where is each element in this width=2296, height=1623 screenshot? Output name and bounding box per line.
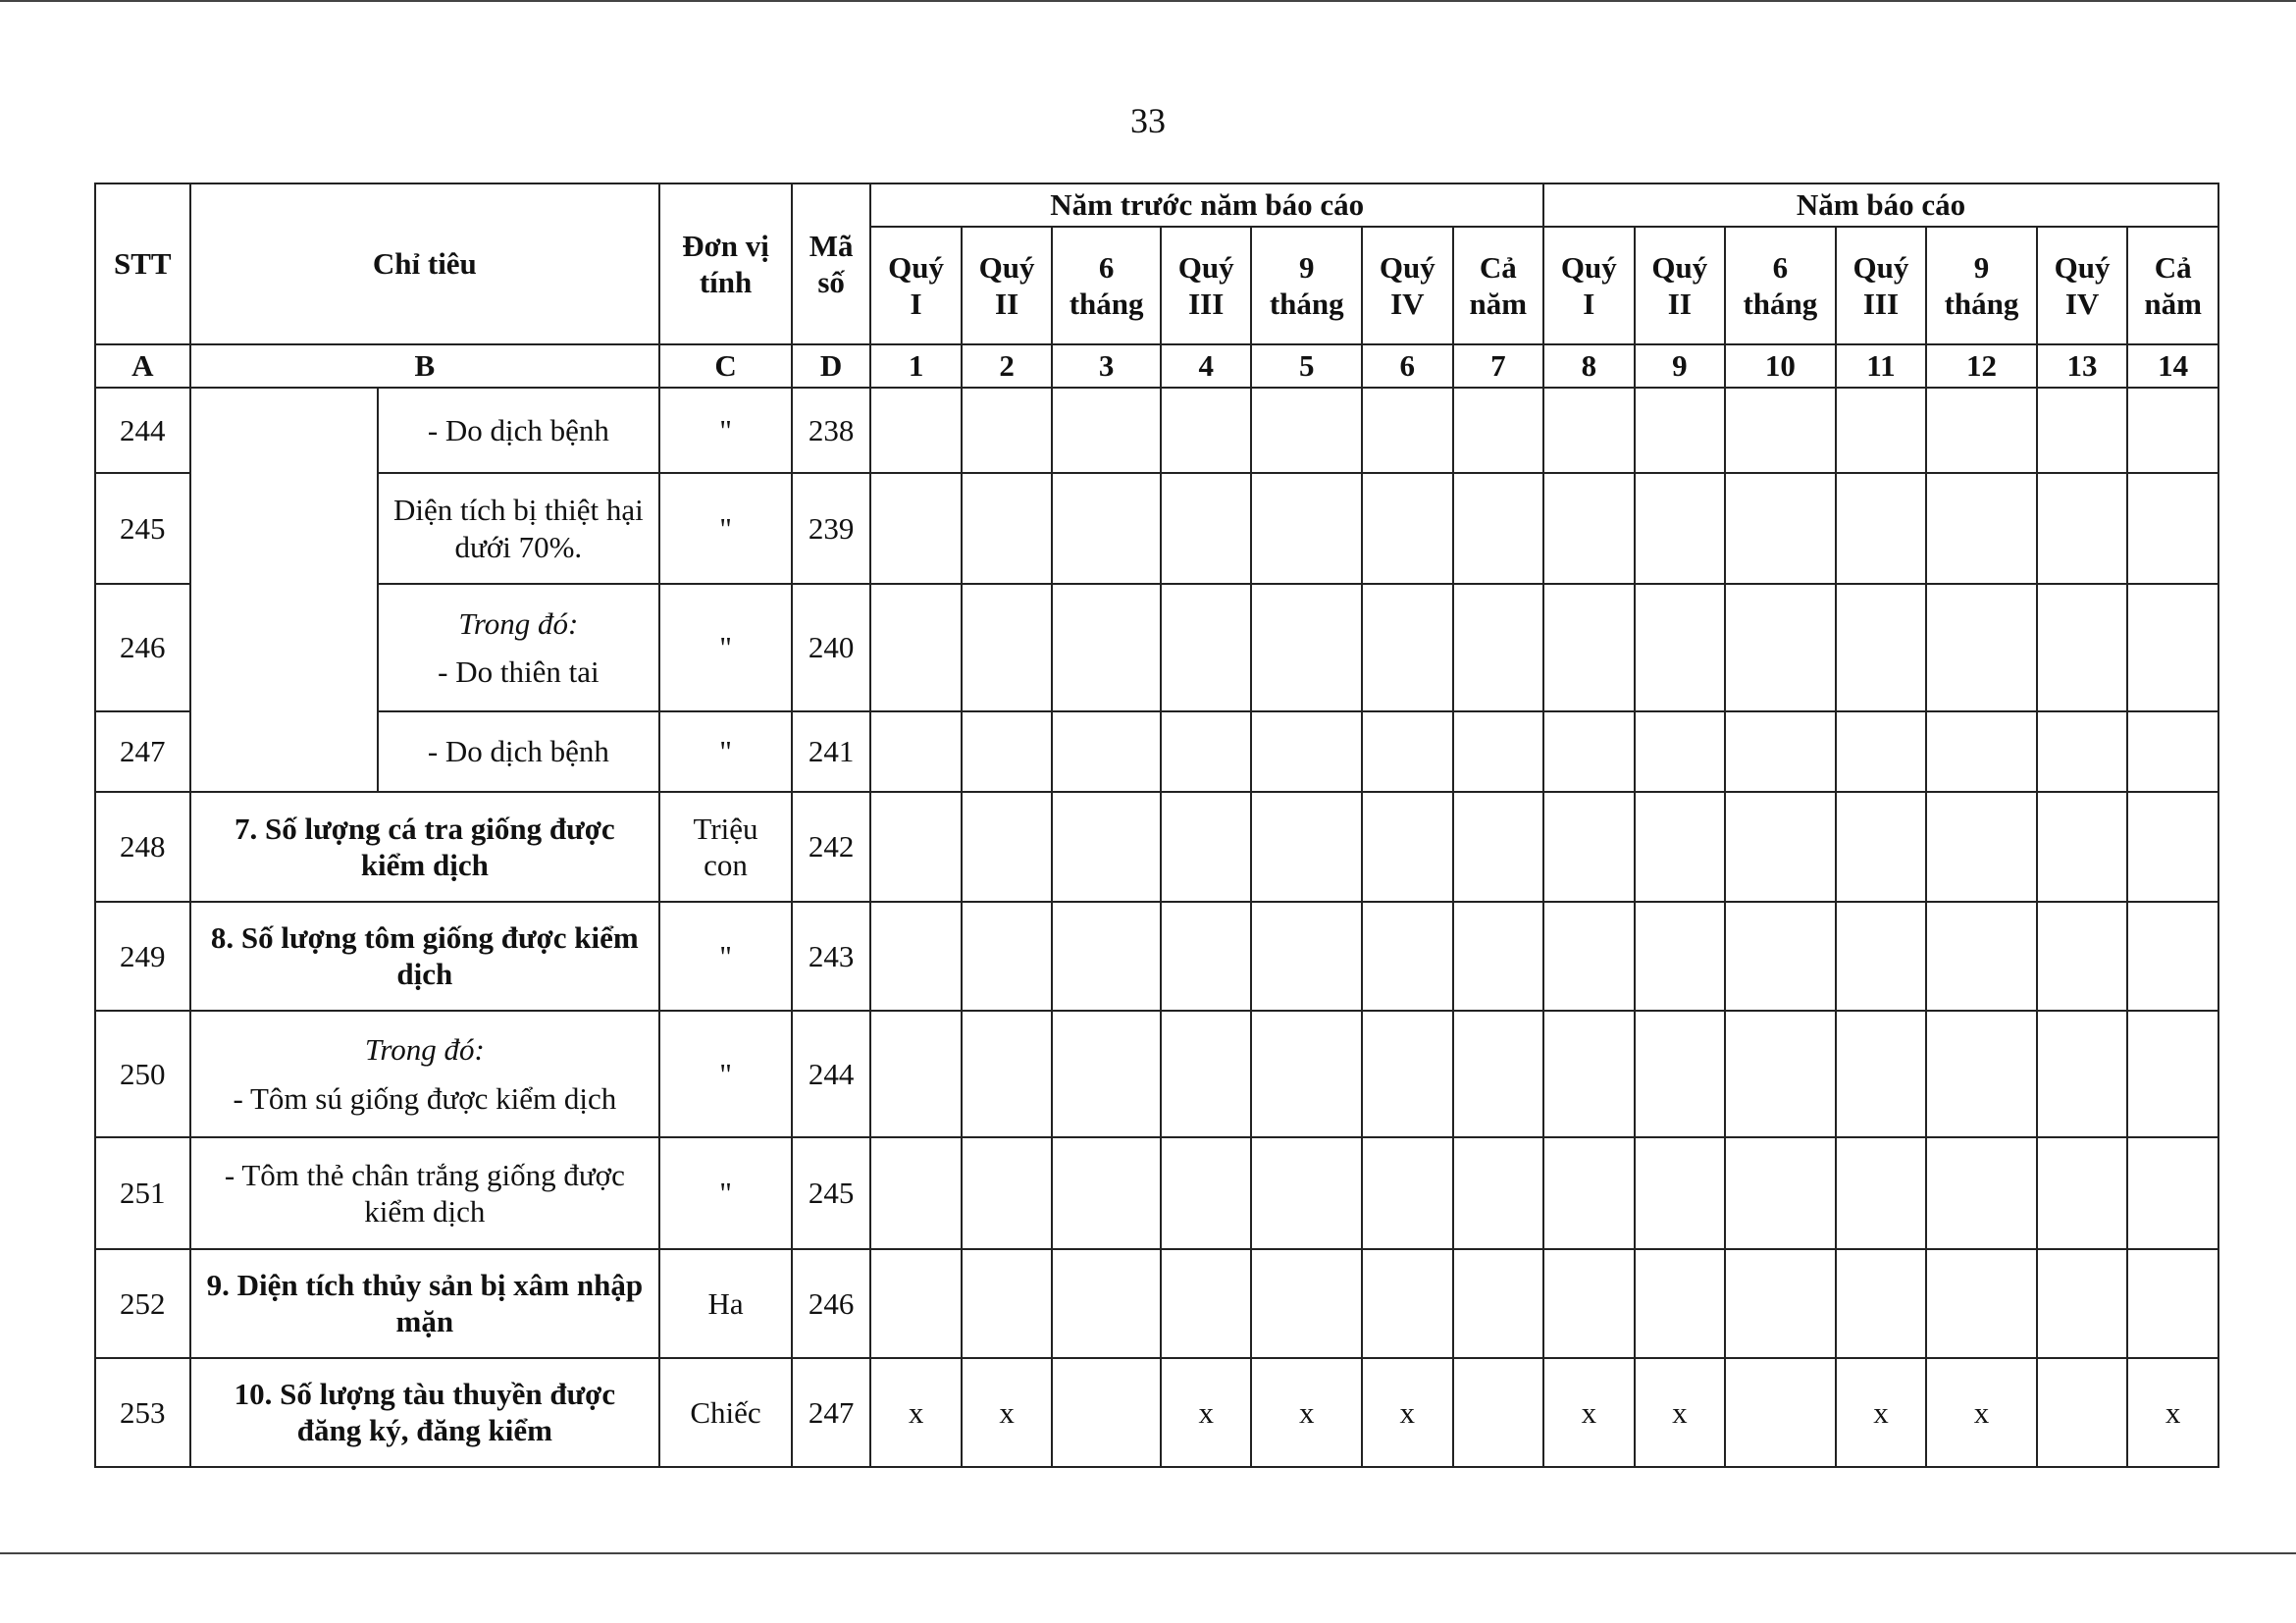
row-value-cell <box>1635 902 1726 1011</box>
header-code-cell: 8 <box>1543 344 1635 388</box>
row-value-cell <box>2037 1358 2128 1467</box>
header-code-cell: 2 <box>962 344 1053 388</box>
header-period: 6 tháng <box>1725 227 1836 344</box>
row-value-cell <box>1543 1249 1635 1358</box>
row-unit: Chiếc <box>659 1358 792 1467</box>
row-value-cell <box>1251 1011 1362 1137</box>
row-value-cell <box>1052 473 1161 584</box>
row-value-cell <box>2127 388 2218 473</box>
header-group-report-year: Năm báo cáo <box>1543 183 2218 227</box>
row-value-cell <box>1453 1249 1544 1358</box>
row-unit: " <box>659 584 792 710</box>
row-value-cell <box>2127 1249 2218 1358</box>
row-value-cell: x <box>870 1358 962 1467</box>
header-stt: STT <box>95 183 190 344</box>
row-value-cell <box>1251 473 1362 584</box>
row-value-cell <box>870 1011 962 1137</box>
row-value-cell <box>1052 584 1161 710</box>
row-value-cell <box>1635 1137 1726 1248</box>
row-unit: " <box>659 1011 792 1137</box>
row-value-cell <box>1453 1011 1544 1137</box>
row-value-cell: x <box>1543 1358 1635 1467</box>
row-value-cell <box>1543 1137 1635 1248</box>
row-value-cell <box>962 792 1053 901</box>
table-row <box>95 584 2218 710</box>
row-value-cell <box>2037 711 2128 793</box>
row-label <box>190 1249 660 1358</box>
row-value-cell <box>1362 711 1453 793</box>
row-stt: 245 <box>95 473 190 584</box>
row-unit: " <box>659 711 792 793</box>
row-value-cell <box>962 584 1053 710</box>
header-code-cell: 1 <box>870 344 962 388</box>
row-value-cell <box>2127 1011 2218 1137</box>
row-value-cell <box>1926 584 2037 710</box>
row-label <box>190 902 660 1011</box>
row-value-cell <box>1926 711 2037 793</box>
row-value-cell <box>870 388 962 473</box>
row-value-cell <box>1635 473 1726 584</box>
row-value-cell <box>1251 584 1362 710</box>
row-value-cell <box>1725 1137 1836 1248</box>
header-code-cell: 10 <box>1725 344 1836 388</box>
row-value-cell <box>1362 584 1453 710</box>
row-value-cell <box>1725 711 1836 793</box>
row-value-cell <box>870 711 962 793</box>
row-stt: 244 <box>95 388 190 473</box>
row-code: 244 <box>792 1011 870 1137</box>
header-code-cell: C <box>659 344 792 388</box>
header-period: Quý I <box>1543 227 1635 344</box>
row-value-cell <box>1725 1358 1836 1467</box>
table-row <box>95 1137 2218 1248</box>
row-value-cell <box>1052 1137 1161 1248</box>
header-period: Quý IV <box>1362 227 1453 344</box>
row-value-cell <box>1362 792 1453 901</box>
table-row <box>95 792 2218 901</box>
row-label <box>190 792 660 901</box>
row-stt: 249 <box>95 902 190 1011</box>
row-value-cell <box>1543 388 1635 473</box>
row-value-cell: x <box>1161 1358 1252 1467</box>
row-value-cell <box>1362 473 1453 584</box>
row-value-cell <box>2037 473 2128 584</box>
row-code: 242 <box>792 792 870 901</box>
row-code: 239 <box>792 473 870 584</box>
row-value-cell <box>1161 584 1252 710</box>
row-value-cell <box>1251 792 1362 901</box>
row-value-cell <box>962 388 1053 473</box>
row-value-cell <box>1052 711 1161 793</box>
row-value-cell <box>1251 1137 1362 1248</box>
header-period: Quý I <box>870 227 962 344</box>
row-stt: 250 <box>95 1011 190 1137</box>
row-value-cell <box>1453 1358 1544 1467</box>
row-value-cell <box>2127 1137 2218 1248</box>
row-label-text: - Tôm sú giống được kiểm dịch <box>233 1080 617 1116</box>
header-don-vi: Đơn vị tính <box>659 183 792 344</box>
row-value-cell: x <box>1251 1358 1362 1467</box>
row-value-cell <box>1836 1011 1927 1137</box>
row-code: 243 <box>792 902 870 1011</box>
row-label-text: 9. Diện tích thủy sản bị xâm nhập mặn <box>206 1267 644 1339</box>
row-value-cell <box>962 1011 1053 1137</box>
table-row <box>95 711 2218 793</box>
top-rule <box>0 0 2296 2</box>
row-code: 241 <box>792 711 870 793</box>
row-value-cell <box>1543 711 1635 793</box>
page-number: 33 <box>1130 101 1166 140</box>
row-value-cell: x <box>962 1358 1053 1467</box>
row-group-blank <box>190 388 378 792</box>
row-value-cell <box>1161 711 1252 793</box>
row-value-cell <box>1635 1249 1726 1358</box>
row-value-cell <box>1725 792 1836 901</box>
bottom-rule <box>0 1552 2296 1554</box>
row-value-cell <box>1453 584 1544 710</box>
row-value-cell <box>1251 711 1362 793</box>
row-value-cell <box>1453 473 1544 584</box>
row-value-cell <box>1635 1011 1726 1137</box>
row-value-cell <box>1543 584 1635 710</box>
row-stt: 253 <box>95 1358 190 1467</box>
row-unit: " <box>659 473 792 584</box>
header-code-cell: D <box>792 344 870 388</box>
header-chi-tieu: Chỉ tiêu <box>190 183 660 344</box>
row-unit: " <box>659 902 792 1011</box>
row-value-cell <box>1543 792 1635 901</box>
row-label <box>190 1358 660 1467</box>
row-value-cell: x <box>1362 1358 1453 1467</box>
row-label-text: 8. Số lượng tôm giống được kiểm dịch <box>210 920 639 992</box>
header-code-cell: 13 <box>2037 344 2128 388</box>
row-label <box>378 473 660 584</box>
row-stt: 246 <box>95 584 190 710</box>
row-label <box>378 711 660 793</box>
row-value-cell <box>2037 1249 2128 1358</box>
row-value-cell <box>1725 1249 1836 1358</box>
header-code-cell: 3 <box>1052 344 1161 388</box>
row-value-cell <box>1362 1011 1453 1137</box>
row-value-cell <box>2127 711 2218 793</box>
row-label <box>190 1137 660 1248</box>
row-value-cell <box>1052 388 1161 473</box>
row-label <box>378 388 660 473</box>
header-period: Cả năm <box>1453 227 1544 344</box>
row-value-cell <box>1836 1249 1927 1358</box>
header-period: Quý III <box>1836 227 1927 344</box>
header-code-cell: A <box>95 344 190 388</box>
row-label-text: - Do thiên tai <box>438 654 600 689</box>
row-code: 245 <box>792 1137 870 1248</box>
row-value-cell <box>1926 902 2037 1011</box>
row-value-cell <box>870 902 962 1011</box>
row-value-cell <box>1926 792 2037 901</box>
row-value-cell <box>1052 902 1161 1011</box>
row-value-cell <box>1161 1137 1252 1248</box>
row-value-cell <box>2037 792 2128 901</box>
row-value-cell <box>1362 1137 1453 1248</box>
row-value-cell <box>1453 1137 1544 1248</box>
row-value-cell <box>2127 473 2218 584</box>
row-label <box>378 584 660 710</box>
row-value-cell <box>962 711 1053 793</box>
row-value-cell <box>1543 1011 1635 1137</box>
row-value-cell <box>1161 1249 1252 1358</box>
row-value-cell <box>1052 1011 1161 1137</box>
row-value-cell <box>2037 1137 2128 1248</box>
row-value-cell <box>1362 388 1453 473</box>
row-value-cell <box>2037 902 2128 1011</box>
row-value-cell <box>1161 388 1252 473</box>
row-stt: 247 <box>95 711 190 793</box>
row-label-text: - Tôm thẻ chân trắng giống được kiểm dịch <box>224 1157 625 1229</box>
header-period: 6 tháng <box>1052 227 1161 344</box>
row-label-text: - Do dịch bệnh <box>427 734 609 769</box>
row-label-text: 7. Số lượng cá tra giống được kiểm dịch <box>235 811 615 883</box>
row-value-cell <box>870 473 962 584</box>
row-stt: 252 <box>95 1249 190 1358</box>
row-value-cell: x <box>1635 1358 1726 1467</box>
row-value-cell <box>1635 388 1726 473</box>
table-row <box>95 388 2218 473</box>
row-value-cell <box>1453 388 1544 473</box>
row-label-text: - Do dịch bệnh <box>427 412 609 447</box>
row-value-cell <box>962 473 1053 584</box>
row-value-cell <box>1362 1249 1453 1358</box>
header-code-cell: 11 <box>1836 344 1927 388</box>
row-value-cell <box>1725 473 1836 584</box>
row-unit: " <box>659 388 792 473</box>
row-value-cell <box>1161 473 1252 584</box>
row-note: Trong đó: <box>458 605 579 641</box>
row-value-cell <box>1161 902 1252 1011</box>
header-period: Quý II <box>1635 227 1726 344</box>
row-value-cell <box>2037 388 2128 473</box>
row-value-cell <box>1926 1011 2037 1137</box>
row-value-cell <box>1251 902 1362 1011</box>
row-value-cell: x <box>1836 1358 1927 1467</box>
row-value-cell <box>962 1249 1053 1358</box>
header-code-cell: B <box>190 344 660 388</box>
row-value-cell <box>1926 473 2037 584</box>
row-value-cell <box>1543 902 1635 1011</box>
row-code: 247 <box>792 1358 870 1467</box>
row-value-cell <box>870 1249 962 1358</box>
table-row <box>95 1249 2218 1358</box>
row-value-cell <box>1926 1137 2037 1248</box>
row-value-cell <box>1543 473 1635 584</box>
row-value-cell <box>870 792 962 901</box>
row-value-cell <box>1635 711 1726 793</box>
row-value-cell: x <box>2127 1358 2218 1467</box>
row-value-cell <box>1836 388 1927 473</box>
row-value-cell <box>870 1137 962 1248</box>
row-value-cell <box>1453 711 1544 793</box>
header-code-cell: 4 <box>1161 344 1252 388</box>
row-value-cell <box>1453 792 1544 901</box>
row-value-cell <box>1725 388 1836 473</box>
row-value-cell <box>1836 711 1927 793</box>
row-label <box>190 1011 660 1137</box>
row-code: 246 <box>792 1249 870 1358</box>
row-value-cell <box>1725 902 1836 1011</box>
row-note: Trong đó: <box>364 1032 485 1068</box>
row-code: 238 <box>792 388 870 473</box>
row-value-cell <box>1251 1249 1362 1358</box>
row-value-cell <box>2127 584 2218 710</box>
row-value-cell <box>1725 584 1836 710</box>
row-unit: Ha <box>659 1249 792 1358</box>
header-ma-so: Mã số <box>792 183 870 344</box>
row-value-cell <box>1635 584 1726 710</box>
row-value-cell <box>962 902 1053 1011</box>
header-period: Quý II <box>962 227 1053 344</box>
row-value-cell <box>1926 388 2037 473</box>
header-code-cell: 12 <box>1926 344 2037 388</box>
header-code-cell: 6 <box>1362 344 1453 388</box>
report-table <box>94 183 2219 1468</box>
row-unit: Triệu con <box>659 792 792 901</box>
table-row <box>95 1011 2218 1137</box>
row-value-cell <box>1836 792 1927 901</box>
row-value-cell <box>2127 792 2218 901</box>
row-value-cell <box>1725 1011 1836 1137</box>
row-label-text: Diện tích bị thiệt hại dưới 70%. <box>392 493 644 564</box>
row-unit: " <box>659 1137 792 1248</box>
row-value-cell <box>1836 1137 1927 1248</box>
row-value-cell <box>962 1137 1053 1248</box>
row-value-cell <box>1836 584 1927 710</box>
row-value-cell <box>1161 792 1252 901</box>
row-value-cell <box>1052 1249 1161 1358</box>
table-row <box>95 473 2218 584</box>
header-period: 9 tháng <box>1926 227 2037 344</box>
row-value-cell: x <box>1926 1358 2037 1467</box>
row-value-cell <box>2127 902 2218 1011</box>
row-value-cell <box>1362 902 1453 1011</box>
row-label-text: 10. Số lượng tàu thuyền được đăng ký, đăng kiểm <box>234 1377 616 1448</box>
header-code-cell: 5 <box>1251 344 1362 388</box>
row-value-cell <box>1251 388 1362 473</box>
table-row <box>95 902 2218 1011</box>
row-value-cell <box>1836 902 1927 1011</box>
table-row <box>95 1358 2218 1467</box>
header-period: Quý IV <box>2037 227 2128 344</box>
header-period: 9 tháng <box>1251 227 1362 344</box>
header-code-cell: 14 <box>2127 344 2218 388</box>
row-value-cell <box>1052 792 1161 901</box>
row-stt: 248 <box>95 792 190 901</box>
row-value-cell <box>2037 584 2128 710</box>
row-value-cell <box>2037 1011 2128 1137</box>
header-period: Quý III <box>1161 227 1252 344</box>
row-value-cell <box>1836 473 1927 584</box>
row-value-cell <box>1453 902 1544 1011</box>
header-period: Cả năm <box>2127 227 2218 344</box>
row-value-cell <box>870 584 962 710</box>
header-code-cell: 7 <box>1453 344 1544 388</box>
header-group-prev-year: Năm trước năm báo cáo <box>870 183 1543 227</box>
row-value-cell <box>1926 1249 2037 1358</box>
header-code-cell: 9 <box>1635 344 1726 388</box>
row-value-cell <box>1635 792 1726 901</box>
row-value-cell <box>1161 1011 1252 1137</box>
row-code: 240 <box>792 584 870 710</box>
row-value-cell <box>1052 1358 1161 1467</box>
row-stt: 251 <box>95 1137 190 1248</box>
